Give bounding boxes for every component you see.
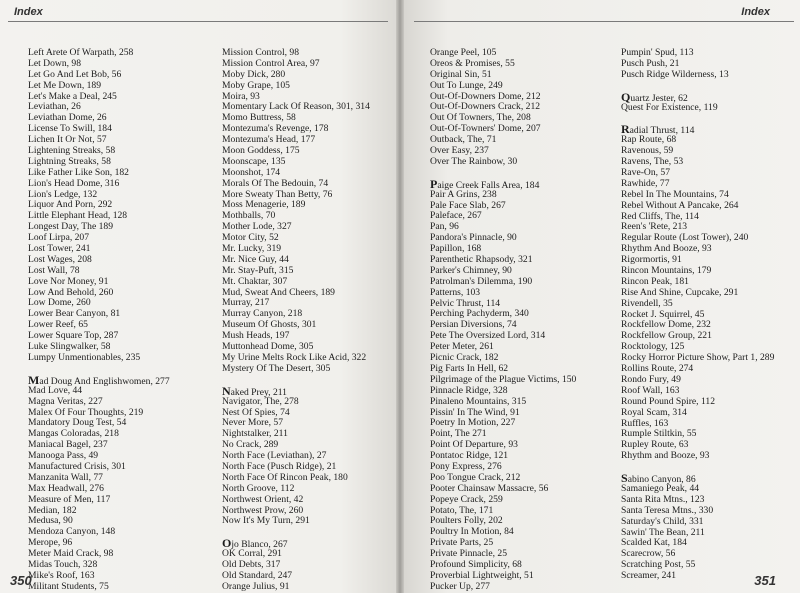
index-entry xyxy=(222,383,400,398)
section-gap xyxy=(222,375,400,386)
index-entry: Patterns, 103 xyxy=(430,286,481,298)
index-entry: Sawin' The Bean, 211 xyxy=(621,526,705,538)
index-entry: Ravenous, 59 xyxy=(621,145,674,157)
index-entry: Orange Julius, 91 xyxy=(222,580,290,592)
index-entry: Pucker Up, 277 xyxy=(430,580,490,592)
index-entry: Liquor And Porn, 292 xyxy=(28,199,113,211)
index-entry: Paleface, 267 xyxy=(430,210,482,222)
index-entry: Mystery Of The Desert, 305 xyxy=(222,362,331,374)
index-entry: Lost Tower, 241 xyxy=(28,243,91,255)
index-entry: Mothballs, 70 xyxy=(222,210,276,222)
index-entry: Original Sin, 51 xyxy=(430,68,492,80)
index-entry: Luke Slingwalker, 58 xyxy=(28,341,111,353)
index-entry: Poetry In Motion, 227 xyxy=(430,417,516,429)
index-entry: Oreos & Promises, 55 xyxy=(430,57,515,69)
index-entry: My Urine Melts Rock Like Acid, 322 xyxy=(222,351,367,363)
index-entry: Rupley Route, 63 xyxy=(621,439,689,451)
index-entry: Murray Canyon, 218 xyxy=(222,308,303,320)
index-entry: Peter Meter, 261 xyxy=(430,341,494,353)
index-entry: Moonshot, 174 xyxy=(222,166,281,178)
index-entry: Rollins Route, 274 xyxy=(621,363,694,375)
right-header-rule xyxy=(414,21,794,22)
index-entry: Ravens, The, 53 xyxy=(621,156,684,168)
index-entry: No Crack, 289 xyxy=(222,439,279,451)
index-entry: Profound Simplicity, 68 xyxy=(430,558,522,570)
index-entry: Like Father Like Son, 182 xyxy=(28,166,129,178)
index-entry: Mother Lode, 327 xyxy=(222,221,292,233)
index-entry: Loof Lirpa, 207 xyxy=(28,232,90,244)
index-entry: Militant Students, 75 xyxy=(28,580,109,592)
index-entry: Mission Control, 98 xyxy=(222,47,300,58)
index-entry: Maniacal Bagel, 237 xyxy=(28,439,108,451)
index-entry: Medusa, 90 xyxy=(28,515,73,527)
index-entry: Manooga Pass, 49 xyxy=(28,450,99,462)
section-gap xyxy=(222,527,400,538)
index-entry: Ruffles, 163 xyxy=(621,417,669,429)
index-entry: Montezuma's Head, 177 xyxy=(222,134,316,146)
index-entry: Moon Goddess, 175 xyxy=(222,145,300,157)
index-entry: Rave-On, 57 xyxy=(621,167,671,179)
index-entry: Pig Farts In Hell, 62 xyxy=(430,362,509,374)
index-entry: Outback, The, 71 xyxy=(430,134,497,146)
index-entry: Lower Reef, 65 xyxy=(28,319,88,331)
index-entry: Potato, The, 171 xyxy=(430,504,494,516)
index-entry: Longest Day, The 189 xyxy=(28,221,113,233)
index-entry: Moby Grape, 105 xyxy=(222,79,290,91)
index-entry: Museum Of Ghosts, 301 xyxy=(222,319,317,331)
index-entry: Mr. Stay-Puft, 315 xyxy=(222,264,294,276)
index-entry: Mission Control Area, 97 xyxy=(222,57,320,69)
index-entry: Over Easy, 237 xyxy=(430,145,489,157)
right-page-header: Index xyxy=(741,6,770,18)
index-entry: Moonscape, 135 xyxy=(222,155,286,167)
index-entry: Papillon, 168 xyxy=(430,243,482,255)
index-entry: Old Standard, 247 xyxy=(222,569,293,581)
index-entry: Measure of Men, 117 xyxy=(28,493,111,505)
index-entry: Rigormortis, 91 xyxy=(621,254,682,266)
section-gap xyxy=(621,462,800,473)
index-entry: OK Corral, 291 xyxy=(222,548,282,560)
left-page-number: 350 xyxy=(10,573,32,588)
index-entry xyxy=(621,89,800,104)
index-entry: Mangas Coloradas, 218 xyxy=(28,428,119,440)
index-entry: Pusch Push, 21 xyxy=(621,57,680,69)
index-entry: Low And Behold, 260 xyxy=(28,286,114,298)
index-entry-text: ad Doug And Englishwomen, 277 xyxy=(39,375,170,387)
index-entry: Moss Menagerie, 189 xyxy=(222,199,306,211)
index-entry: Lion's Ledge, 132 xyxy=(28,188,98,200)
index-entry: More Sweaty Than Betty, 76 xyxy=(222,188,333,200)
index-entry: Point, The 271 xyxy=(430,428,487,440)
index-entry-text: aked Prey, 211 xyxy=(230,386,287,398)
index-entry: Mad Love, 44 xyxy=(28,384,83,396)
index-entry: Scalded Kat, 184 xyxy=(621,537,687,549)
index-entry: Poultry In Motion, 84 xyxy=(430,526,514,538)
index-entry: Magna Veritas, 227 xyxy=(28,395,103,407)
index-entry-text: adial Thrust, 114 xyxy=(629,125,695,137)
index-entry: Rebel In The Mountains, 74 xyxy=(621,188,729,200)
index-entry: Scratching Post, 55 xyxy=(621,559,696,571)
index-column-2 xyxy=(222,48,400,593)
index-entry: Rockfellow Dome, 232 xyxy=(621,319,711,331)
index-entry: Lion's Head Dome, 316 xyxy=(28,177,120,189)
index-entry: Let Me Down, 189 xyxy=(28,79,102,91)
index-entry: Pan, 96 xyxy=(430,221,459,233)
index-entry: Little Elephant Head, 128 xyxy=(28,210,128,222)
index-entry: Private Parts, 25 xyxy=(430,537,494,549)
index-entry: Out Of Towners, The, 208 xyxy=(430,112,531,124)
index-entry: Santa Teresa Mtns., 330 xyxy=(621,504,714,516)
right-page-number: 351 xyxy=(754,573,776,588)
index-entry: Pair A Grins, 238 xyxy=(430,188,497,200)
index-entry: Mush Heads, 197 xyxy=(222,330,290,342)
index-entry: Scarecrow, 56 xyxy=(621,548,676,560)
index-entry: Malex Of Four Thoughts, 219 xyxy=(28,406,144,418)
index-entry: Round Pound Spire, 112 xyxy=(621,395,715,407)
index-entry: Never More, 57 xyxy=(222,417,284,429)
index-entry: Momo Buttress, 58 xyxy=(222,112,296,124)
index-entry: Rawhide, 77 xyxy=(621,177,670,189)
index-column-3 xyxy=(430,48,610,593)
index-entry: Parenthetic Rhapsody, 321 xyxy=(430,254,533,266)
index-entry: Popeye Crack, 259 xyxy=(430,493,503,505)
section-initial: Q xyxy=(621,89,631,104)
index-entry: Lumpy Unmentionables, 235 xyxy=(28,351,141,363)
index-entry: Murray, 217 xyxy=(222,297,270,309)
index-entry: Old Debts, 317 xyxy=(222,559,281,571)
index-entry: Mud, Sweat And Cheers, 189 xyxy=(222,286,335,298)
index-entry: Mr. Nice Guy, 44 xyxy=(222,253,289,265)
index-entry: Lost Wages, 208 xyxy=(28,253,92,265)
index-entry: Let Go And Let Bob, 56 xyxy=(28,68,122,80)
index-entry: Low Dome, 260 xyxy=(28,297,91,309)
section-initial: O xyxy=(222,536,232,551)
index-entry: Merope, 96 xyxy=(28,537,73,549)
index-entry: Pumpin' Spud, 113 xyxy=(621,47,694,58)
index-entry: Max Headwall, 276 xyxy=(28,482,104,494)
section-gap xyxy=(621,81,800,92)
index-entry: Meter Maid Crack, 98 xyxy=(28,548,114,560)
index-entry: Northwest Prow, 260 xyxy=(222,504,304,516)
section-gap xyxy=(621,113,800,124)
left-page-header: Index xyxy=(14,6,43,18)
index-entry: Momentary Lack Of Reason, 301, 314 xyxy=(222,101,370,113)
index-entry: Pelvic Thrust, 114 xyxy=(430,297,501,309)
index-column-4 xyxy=(621,48,800,582)
index-entry: Over The Rainbow, 30 xyxy=(430,155,518,167)
index-entry: Pete The Oversized Lord, 314 xyxy=(430,330,546,342)
index-entry: Poulters Folly, 202 xyxy=(430,515,503,527)
book-gutter xyxy=(396,0,404,593)
index-entry: Rocktology, 125 xyxy=(621,341,685,353)
right-page xyxy=(400,0,800,593)
index-entry: Nest Of Spies, 74 xyxy=(222,406,290,418)
index-entry: Motor City, 52 xyxy=(222,232,279,244)
section-gap xyxy=(28,364,208,375)
section-initial: S xyxy=(621,471,628,486)
index-entry: Samaniego Peak, 44 xyxy=(621,482,700,494)
index-entry: North Face (Pusch Ridge), 21 xyxy=(222,460,337,472)
index-entry: Rincon Mountains, 179 xyxy=(621,265,712,277)
index-entry: Morals Of The Bedouin, 74 xyxy=(222,177,329,189)
index-entry: Out-Of-Downers Dome, 212 xyxy=(430,90,541,102)
index-entry-text: abino Canyon, 86 xyxy=(627,474,696,486)
index-entry: Regular Route (Lost Tower), 240 xyxy=(621,232,749,244)
index-entry: Montezuma's Revenge, 178 xyxy=(222,123,329,135)
index-entry: Screamer, 241 xyxy=(621,570,677,582)
index-entry: North Face Of Rincon Peak, 180 xyxy=(222,471,348,483)
index-entry: Pandora's Pinnacle, 90 xyxy=(430,232,517,244)
index-entry: Pusch Ridge Wilderness, 13 xyxy=(621,68,729,80)
index-entry: North Face (Leviathan), 27 xyxy=(222,450,327,462)
index-entry: Quest For Existence, 119 xyxy=(621,101,718,113)
index-entry: Moira, 93 xyxy=(222,90,260,102)
index-entry: Private Pinnacle, 25 xyxy=(430,548,507,560)
section-gap xyxy=(430,168,610,179)
index-entry: Mandatory Doug Test, 54 xyxy=(28,417,127,429)
index-entry: Rondo Fury, 49 xyxy=(621,373,681,385)
index-entry: Moby Dick, 280 xyxy=(222,68,286,80)
index-entry: Mr. Lucky, 319 xyxy=(222,243,282,255)
index-entry: Pissin' In The Wind, 91 xyxy=(430,406,520,418)
index-entry: Love Nor Money, 91 xyxy=(28,275,109,287)
index-entry: Patrolman's Dilemma, 190 xyxy=(430,275,533,287)
index-entry: Rhythm And Booze, 93 xyxy=(621,243,712,255)
index-entry: Pinaleno Mountains, 315 xyxy=(430,395,527,407)
index-entry: Leviathan, 26 xyxy=(28,101,81,113)
index-entry: Out-Of-Towners' Dome, 207 xyxy=(430,123,541,135)
index-entry: Pale Face Slab, 267 xyxy=(430,199,506,211)
index-entry-text: aige Creek Falls Area, 184 xyxy=(437,179,540,191)
index-entry: Leviathan Dome, 26 xyxy=(28,112,107,124)
index-entry: Pooter Chainsaw Massacre, 56 xyxy=(430,482,549,494)
index-entry: Mt. Chaktar, 307 xyxy=(222,275,288,287)
left-header-rule xyxy=(8,21,388,22)
index-entry: Lower Bear Canyon, 81 xyxy=(28,308,121,320)
index-entry: Persian Diversions, 74 xyxy=(430,319,517,331)
index-entry: Navigator, The, 278 xyxy=(222,395,299,407)
index-entry: Rumple Stiltkin, 55 xyxy=(621,428,697,440)
index-entry: Reen's 'Rete, 213 xyxy=(621,221,688,233)
index-entry: License To Swill, 184 xyxy=(28,123,112,135)
index-entry: Proverbial Lightweight, 51 xyxy=(430,569,534,581)
index-entry: Rap Route, 68 xyxy=(621,134,677,146)
index-entry: Mendoza Canyon, 148 xyxy=(28,526,116,538)
index-entry: Let's Make a Deal, 245 xyxy=(28,90,117,102)
index-entry: Lightening Streaks, 58 xyxy=(28,145,116,157)
index-entry: Mike's Roof, 163 xyxy=(28,569,95,581)
index-entry: Saturday's Child, 331 xyxy=(621,515,704,527)
index-entry: Santa Rita Mtns., 123 xyxy=(621,493,705,505)
index-entry: Picnic Crack, 182 xyxy=(430,352,499,364)
index-entry: Rocket J. Squirrel, 45 xyxy=(621,308,705,320)
index-entry: Now It's My Turn, 291 xyxy=(222,515,310,527)
index-entry: Lower Square Top, 287 xyxy=(28,330,119,342)
index-entry: Parker's Chimney, 90 xyxy=(430,264,512,276)
index-entry: Northwest Orient, 42 xyxy=(222,493,304,505)
index-entry: Pilgrimage of the Plague Victims, 150 xyxy=(430,373,577,385)
index-entry: Orange Peel, 105 xyxy=(430,47,497,58)
index-entry: Lost Wall, 78 xyxy=(28,264,80,276)
index-entry: Rockfellow Group, 221 xyxy=(621,330,712,342)
index-entry: Midas Touch, 328 xyxy=(28,558,98,570)
index-entry: Out-Of-Downers Crack, 212 xyxy=(430,101,541,113)
index-entry: Let Down, 98 xyxy=(28,57,82,69)
section-initial: N xyxy=(222,383,231,398)
index-entry: Lichen It Or Not, 57 xyxy=(28,134,107,146)
index-entry: Muttonhead Dome, 305 xyxy=(222,341,314,353)
index-entry: Manzanita Wall, 77 xyxy=(28,471,103,483)
index-entry: Nightstalker, 211 xyxy=(222,428,288,440)
index-entry: Out To Lunge, 249 xyxy=(430,79,503,91)
index-entry: Manufactured Crisis, 301 xyxy=(28,460,126,472)
index-entry: Red Cliffs, The, 114 xyxy=(621,210,699,222)
index-entry: Pinnacle Ridge, 328 xyxy=(430,384,508,396)
index-entry: North Groove, 112 xyxy=(222,482,295,494)
index-entry: Rocky Horror Picture Show, Part 1, 289 xyxy=(621,352,775,364)
index-entry-text: uartz Jester, 62 xyxy=(630,92,688,104)
index-entry: Royal Scam, 314 xyxy=(621,406,687,418)
section-initial: M xyxy=(28,372,40,387)
index-entry: Left Arete Of Warpath, 258 xyxy=(28,47,134,58)
index-entry: Rhythm and Booze, 93 xyxy=(621,450,710,462)
index-entry-text: jo Blanco, 267 xyxy=(231,539,288,551)
index-entry: Rincon Peak, 181 xyxy=(621,275,689,287)
index-column-1 xyxy=(28,48,208,593)
index-entry: Lightning Streaks, 58 xyxy=(28,155,111,167)
index-entry: Perching Pachyderm, 340 xyxy=(430,308,529,320)
index-entry: Rise And Shine, Cupcake, 291 xyxy=(621,286,739,298)
index-entry: Poo Tongue Crack, 212 xyxy=(430,471,521,483)
section-initial: P xyxy=(430,176,438,191)
index-entry: Rebel Without A Pancake, 264 xyxy=(621,199,739,211)
index-entry: Point Of Departure, 93 xyxy=(430,439,518,451)
index-entry: Pontatoc Ridge, 121 xyxy=(430,450,509,462)
section-initial: R xyxy=(621,122,630,137)
index-entry: Pony Express, 276 xyxy=(430,460,502,472)
index-entry: Rivendell, 35 xyxy=(621,297,673,309)
index-entry: Roof Wall, 163 xyxy=(621,384,680,396)
index-entry: Median, 182 xyxy=(28,504,77,516)
